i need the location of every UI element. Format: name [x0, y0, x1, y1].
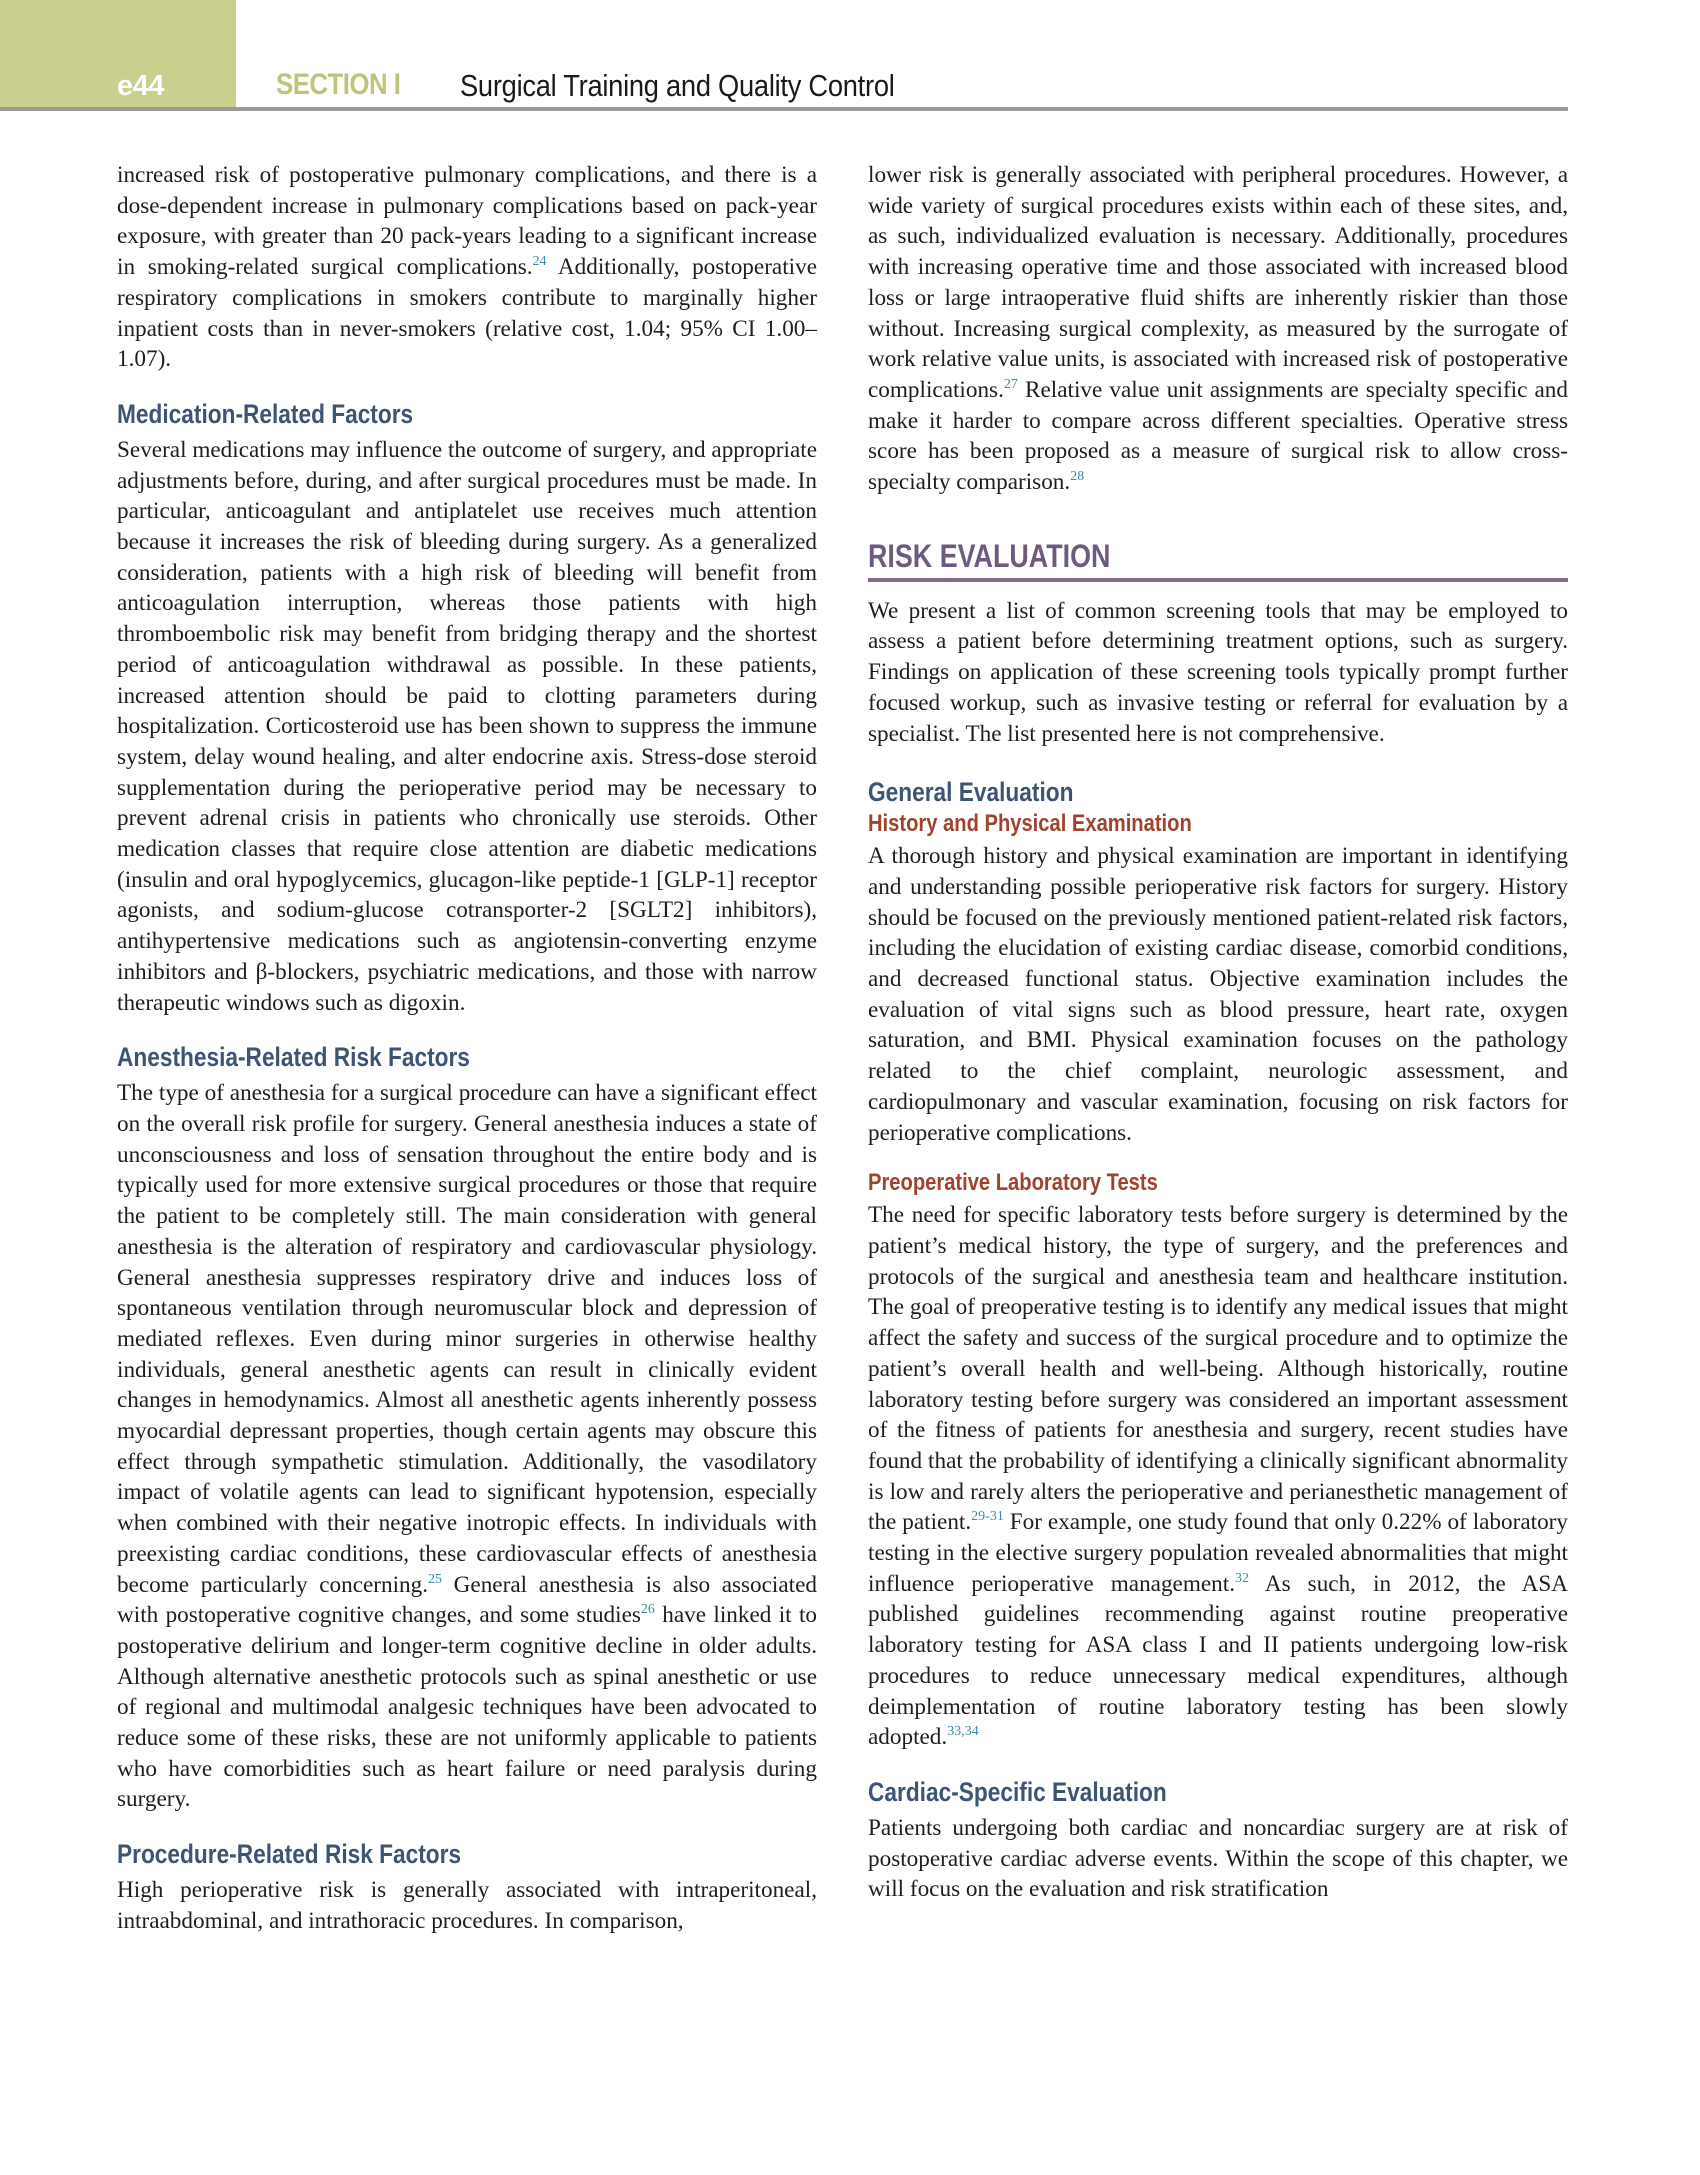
reference-link[interactable]: 26	[640, 1602, 655, 1618]
subheading-history-physical: History and Physical Examination	[868, 810, 1192, 838]
section-label: SECTION I	[276, 68, 401, 101]
heading-medication: Medication-Related Factors	[117, 398, 414, 429]
text: increased risk of postoperative pulmonary complications, and there is a dose-dependent increase in pulmonary complications based on pack-year exposure, with greater than 20 pack-years leading to a significant increase in smoking-related surgical complications.	[117, 162, 817, 281]
reference-link[interactable]: 29-31	[971, 1509, 1004, 1525]
reference-link[interactable]: 28	[1070, 469, 1085, 485]
paragraph-procedure-continued	[868, 160, 1568, 498]
text: The type of anesthesia for a surgical procedure can have a significant effect on the overall risk profile for surgery. General anesthesia induces a state of unconsciousness and loss of sensation throughout the entire body and is typically used for more extensive surgical procedures or those that require the patient to be completely still. The main consideration with general anesthesia is the alteration of respiratory and cardiovascular physiology. General anesthesia suppresses respiratory drive and induces loss of spontaneous ventilation through neuromuscular block and depression of mediated reflexes. Even during minor surgeries in otherwise healthy individuals, general anesthetic agents can result in clinically evident changes in hemodynamics. Almost all anesthetic agents inherently possess myocardial depressant properties, though certain agents may obscure this effect through sympathetic stimulation. Additionally, the vasodilatory impact of volatile agents can lead to significant hypotension, especially when combined with their negative inotropic effects. In individuals with preexisting cardiac conditions, these cardiovascular effects of anesthesia become particularly concerning.	[117, 1080, 817, 1598]
right-column	[868, 160, 1568, 1905]
reference-link[interactable]: 33,34	[947, 1724, 979, 1740]
text: lower risk is generally associated with peripheral procedures. However, a wide variety of surgical procedures exists within each of these sites, and, as such, individualized evaluation is necessary. Additionally, procedures with increasing operative time and those associated with increased blood loss or large intraoperative fluid shifts are inherently riskier than those without. Increasing surgical complexity, as measured by the surrogate of work relative value units, is associated with increased risk of postoperative complications.	[868, 162, 1568, 403]
page-number: e44	[117, 70, 164, 102]
subheading-lab-tests: Preoperative Laboratory Tests	[868, 1169, 1158, 1197]
text: The need for specific laboratory tests before surgery is determined by the patient’s medical history, the type of surgery, and the preferences and protocols of the surgical and anesthesia team and healthcare institution. The goal of preoperative testing is to identify any medical issues that might affect the safety and success of the surgical procedure and to optimize the patient’s overall health and well-being. Although historically, routine laboratory testing before surgery was considered an important assessment of the fitness of patients for anesthesia and surgery, recent studies have found that the probability of identifying a clinically significant abnormality is low and rarely alters the perioperative and perianesthetic management of the patient.	[868, 1202, 1568, 1536]
paragraph-medication: Several medications may influence the outcome of surgery, and appropriate adjustments before, during, and after surgical procedures must be made. In particular, anticoagulant and antiplatelet use receives much attention because it increases the risk of bleeding during surgery. As a generalized consideration, patients with a high risk of bleeding will benefit from anticoagulation interruption, whereas those patients with high thromboembolic risk may benefit from bridging therapy and the shortest period of anticoagulation withdrawal as possible. In these patients, increased attention should be paid to clotting parameters during hospitalization. Corticosteroid use has been shown to suppress the immune system, delay wound healing, and alter endocrine axis. Stress-dose steroid supplementation during the perioperative period may be necessary to prevent adrenal crisis in patients who chronically use steroids. Other medication classes that require close attention are diabetic medications (insulin and oral hypoglycemics, glucagon-like peptide-1 [GLP-1] receptor agonists, and sodium-glucose cotransporter-2 [SGLT2] inhibitors), antihypertensive medications such as angiotensin-converting enzyme inhibitors and β-blockers, psychiatric medications, and those with narrow therapeutic windows such as digoxin.	[117, 436, 817, 1016]
heading-anesthesia: Anesthesia-Related Risk Factors	[117, 1042, 470, 1073]
paragraph-lab-tests	[868, 1200, 1568, 1753]
text: Relative value unit assignments are specialty specific and make it harder to compare across different specialties. Operative stress score has been proposed as a measure of surgical risk to allow cross-specialty comparison.	[868, 376, 1568, 496]
heading-risk-evaluation: RISK EVALUATION	[868, 537, 1111, 574]
heading-procedure: Procedure-Related Risk Factors	[117, 1839, 462, 1870]
header-rule	[0, 107, 1568, 111]
reference-link[interactable]: 27	[1003, 376, 1018, 392]
paragraph-anesthesia	[117, 1078, 817, 1815]
paragraph-cardiac-evaluation: Patients undergoing both cardiac and noncardiac surgery are at risk of postoperative cardiac adverse events. Within the scope of this chapter, we will focus on the evaluation and risk stratification	[868, 1814, 1568, 1903]
heading-cardiac-evaluation: Cardiac-Specific Evaluation	[868, 1776, 1167, 1807]
heading-general-evaluation: General Evaluation	[868, 777, 1074, 808]
text: have linked it to postoperative delirium and longer-term cognitive decline in older adults. Although alternative anesthetic protocols such as spinal anesthetic or use of regional and multimodal analgesic techniques have been advocated to reduce some of these risks, these are not uniformly applicable to patients who have comorbidities such as heart failure or need paralysis during surgery.	[117, 1602, 817, 1813]
paragraph-history-physical: A thorough history and physical examination are important in identifying and understanding possible perioperative risk factors for surgery. History should be focused on the previously mentioned patient-related risk factors, including the elucidation of existing cardiac disease, comorbid conditions, and decreased functional status. Objective examination includes the evaluation of vital signs such as blood pressure, heart rate, oxygen saturation, and BMI. Physical examination focuses on the pathology related to the chief complaint, neurologic assessment, and cardiopulmonary and vascular examination, focusing on risk factors for perioperative complications.	[868, 843, 1568, 1146]
running-head-title: Surgical Training and Quality Control	[460, 68, 895, 103]
reference-link[interactable]: 24	[532, 254, 547, 270]
left-column	[117, 160, 817, 1937]
text: As such, in 2012, the ASA published guidelines recommending against routine preoperative laboratory testing for ASA class I and II patients undergoing low-risk procedures to reduce unnecessary medical expenditures, although deimplementation of routine laboratory testing has been slowly adopted.	[868, 1570, 1568, 1751]
text: Additionally, postoperative respiratory complications in smokers contribute to marginally higher inpatient costs than in never-smokers (relative cost, 1.04; 95% CI 1.00–1.07).	[117, 254, 817, 373]
reference-link[interactable]: 32	[1235, 1570, 1250, 1586]
paragraph-procedure: High perioperative risk is generally associated with intraperitoneal, intraabdominal, and intrathoracic procedures. In comparison,	[117, 1877, 817, 1934]
reference-link[interactable]: 25	[428, 1571, 443, 1587]
text: General anesthesia is also associated with postoperative cognitive changes, and some studies	[117, 1571, 817, 1629]
heading-rule	[868, 578, 1568, 582]
paragraph-risk-evaluation: We present a list of common screening tools that may be employed to assess a patient before determining treatment options, such as surgery. Findings on application of these screening tools typically prompt further focused workup, such as invasive testing or referral for evaluation by a specialist. The list presented here is not comprehensive.	[868, 597, 1568, 747]
paragraph-smoking	[117, 160, 817, 375]
text: For example, one study found that only 0.22% of laboratory testing in the elective surgery population revealed abnormalities that might influence perioperative management.	[868, 1509, 1568, 1597]
